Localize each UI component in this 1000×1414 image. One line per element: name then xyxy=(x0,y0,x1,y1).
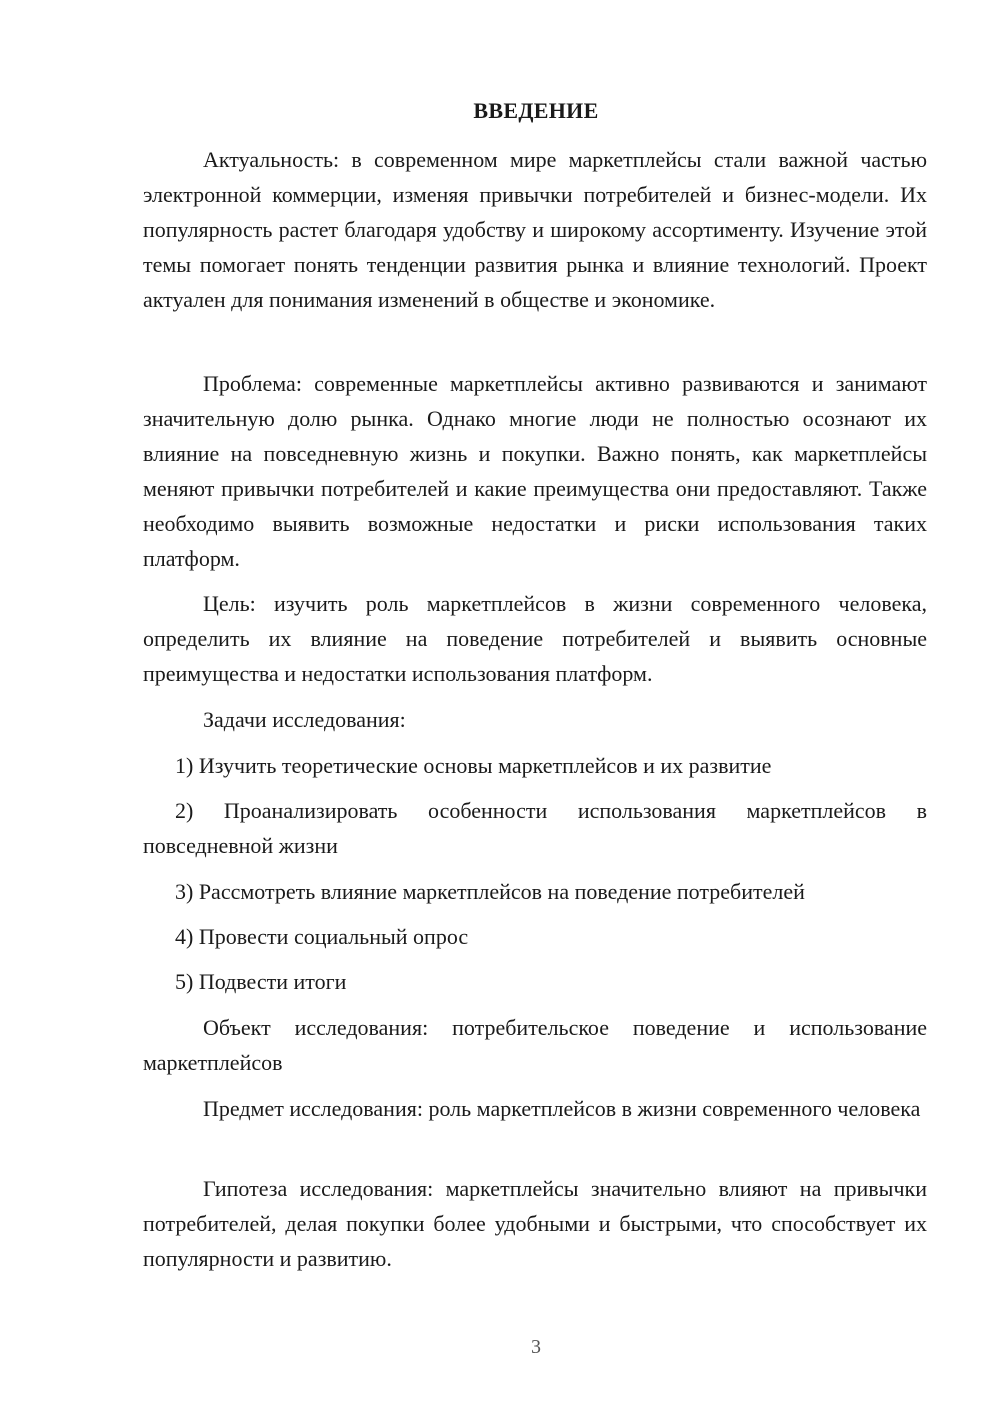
research-hypothesis-paragraph: Гипотеза исследования: маркетплейсы значительно влияют на привычки потребителей, делая покупки более удобными и быстрыми, что способствует их популярности и развитию. xyxy=(143,1176,927,1271)
relevance-paragraph: Актуальность: в современном мире маркетплейсы стали важной частью электронной коммерции, изменяя привычки потребителей и бизнес-модели. Их популярность растет благодаря удобству и широкому ассортименту. Изучение этой темы помогает понять тенденции развития рынка и влияние технологий. Проект актуален для понимания изменений в обществе и экономике. xyxy=(143,147,927,312)
goal-paragraph: Цель: изучить роль маркетплейсов в жизни современного человека, определить их влияние на поведение потребителей и выявить основные преимущества и недостатки использования платформ. xyxy=(143,591,927,686)
task-item-2: 2) Проанализировать особенности использования маркетплейсов в повседневной жизни xyxy=(143,798,927,858)
research-subject-paragraph: Предмет исследования: роль маркетплейсов в жизни современного человека xyxy=(203,1096,921,1121)
tasks-heading: Задачи исследования: xyxy=(203,707,406,732)
task-item-5: 5) Подвести итоги xyxy=(175,969,347,994)
task-item-3: 3) Рассмотреть влияние маркетплейсов на поведение потребителей xyxy=(175,879,805,904)
page-title: ВВЕДЕНИЕ xyxy=(473,98,599,123)
research-object-paragraph: Объект исследования: потребительское поведение и использование маркетплейсов xyxy=(143,1015,927,1075)
task-item-1: 1) Изучить теоретические основы маркетплейсов и их развитие xyxy=(175,753,772,778)
page-number: 3 xyxy=(531,1336,541,1358)
task-item-4: 4) Провести социальный опрос xyxy=(175,924,469,949)
problem-paragraph: Проблема: современные маркетплейсы активно развиваются и занимают значительную долю рынка. Однако многие люди не полностью осознают их влияние на повседневную жизнь и покупки. Важно понять, как маркетплейсы меняют привычки потребителей и какие преимущества они предоставляют. Также необходимо выявить возможные недостатки и риски использования таких платформ. xyxy=(143,371,927,571)
